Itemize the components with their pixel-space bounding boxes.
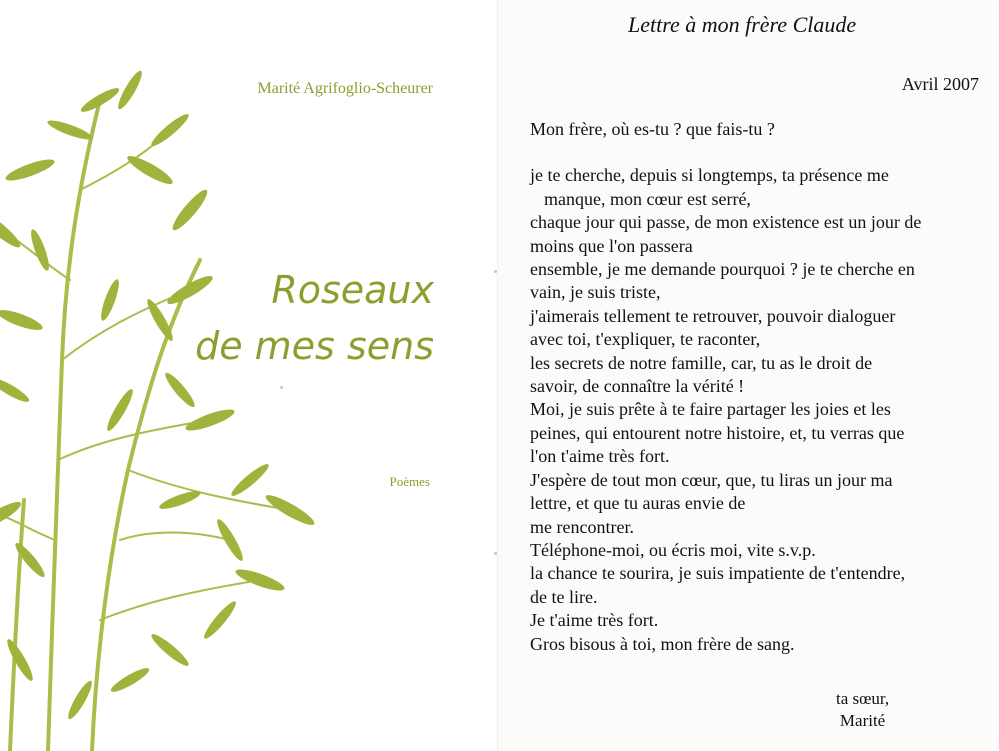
- letter-line: avec toi, t'expliquer, te raconter,: [530, 329, 761, 350]
- book-genre: Poèmes: [389, 474, 430, 489]
- letter-body: [530, 118, 982, 656]
- book-title-line-2: de mes sens: [195, 324, 434, 368]
- letter-date: Avril 2007: [901, 74, 979, 94]
- letter-page: [498, 0, 999, 751]
- letter-line: peines, qui entourent notre histoire, et, tu verras que: [530, 422, 905, 443]
- letter-line: manque, mon cœur est serré,: [544, 188, 751, 209]
- letter-line: Gros bisous à toi, mon frère de sang.: [530, 633, 795, 654]
- letter-line: les secrets de notre famille, car, tu as le droit de: [530, 352, 873, 373]
- letter-greeting: Mon frère, où es-tu ? que fais-tu ?: [530, 119, 775, 139]
- letter-line: l'on t'aime très fort.: [530, 446, 670, 467]
- letter-line: Je t'aime très fort.: [530, 610, 659, 631]
- letter-line: J'espère de tout mon cœur, que, tu liras un jour ma: [530, 469, 893, 490]
- speck: [494, 552, 497, 555]
- letter-title: Lettre à mon frère Claude: [628, 12, 857, 37]
- letter-line: je te cherche, depuis si longtemps, ta présence me: [530, 165, 889, 186]
- letter-line: Téléphone-moi, ou écris moi, vite s.v.p.: [530, 539, 816, 560]
- letter-line: moins que l'on passera: [530, 235, 693, 256]
- letter-line: lettre, et que tu auras envie de: [530, 493, 746, 514]
- letter-signature-block: [836, 688, 889, 732]
- letter-closing: ta sœur,: [836, 689, 890, 708]
- letter-line: Moi, je suis prête à te faire partager les joies et les: [530, 399, 891, 420]
- letter-line: la chance te sourira, je suis impatiente de t'entendre,: [530, 563, 906, 584]
- speck: [280, 386, 283, 389]
- letter-line: savoir, de connaître la vérité !: [530, 376, 745, 397]
- letter-line: chaque jour qui passe, de mon existence est un jour de: [530, 212, 922, 233]
- bamboo-illustration: [0, 60, 340, 751]
- letter-line: j'aimerais tellement te retrouver, pouvoir dialoguer: [530, 305, 896, 326]
- letter-line: me rencontrer.: [530, 516, 634, 537]
- speck: [494, 270, 497, 273]
- letter-line: de te lire.: [530, 586, 598, 607]
- letter-line: ensemble, je me demande pourquoi ? je te cherche en: [530, 259, 915, 280]
- letter-signature: Marité: [839, 711, 886, 730]
- book-cover-page: [0, 0, 498, 751]
- book-title: [195, 262, 434, 374]
- letter-line: vain, je suis triste,: [530, 282, 661, 303]
- author-name: Marité Agrifoglio-Scheurer: [257, 80, 433, 97]
- book-title-line-1: Roseaux: [271, 268, 434, 312]
